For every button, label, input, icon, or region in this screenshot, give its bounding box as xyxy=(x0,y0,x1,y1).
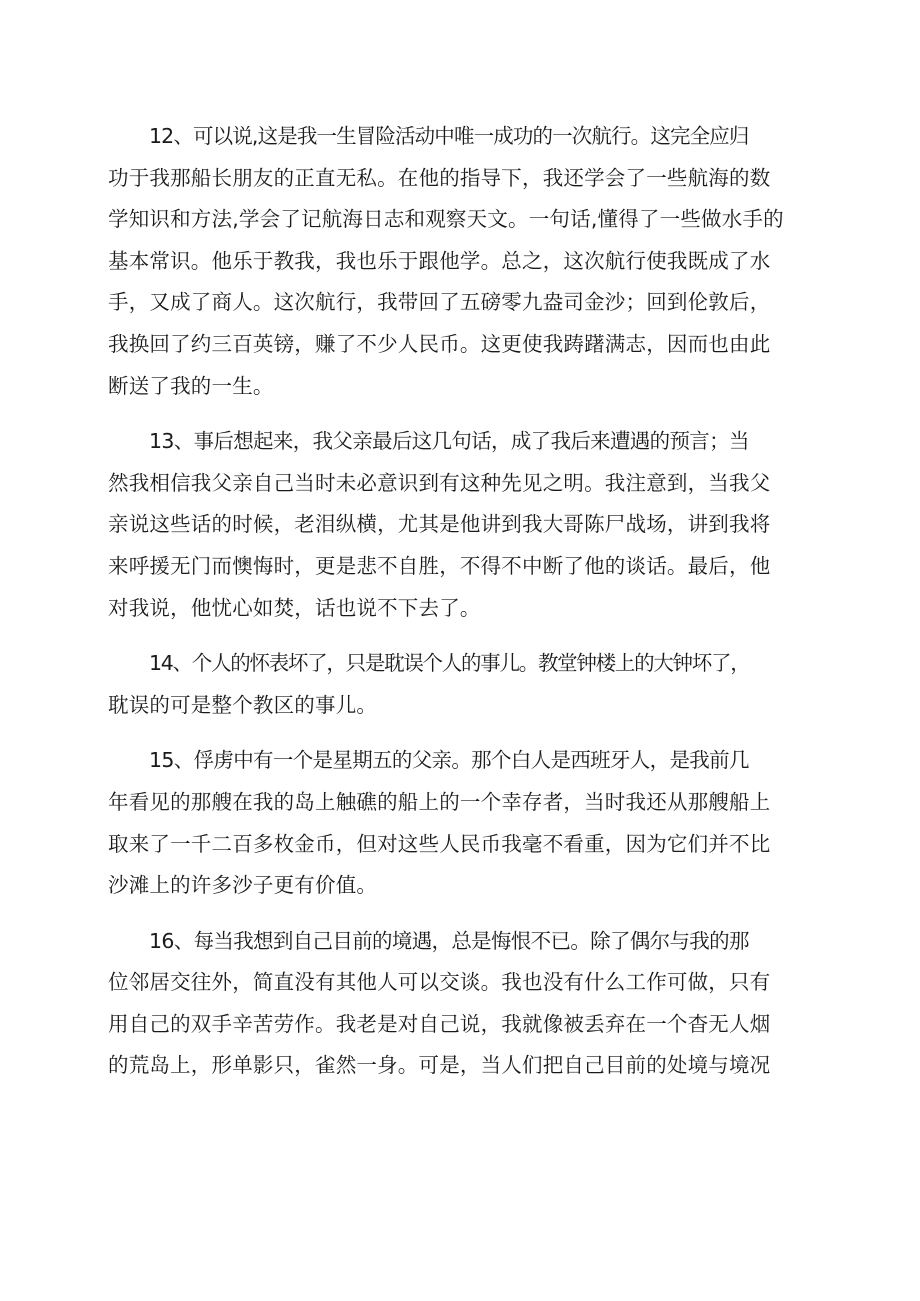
paragraph-14 xyxy=(108,643,788,726)
text-line: 沙滩上的许多沙子更有价值。 xyxy=(108,873,378,898)
paragraph-15 xyxy=(108,740,788,906)
text-line: 对我说，他忧心如焚，话也说不下去了。 xyxy=(108,595,481,620)
text-line: 位邻居交往外，简直没有其他人可以交谈。我也没有什么工作可做，只有 xyxy=(108,970,771,995)
text-line: 亲说这些话的时候，老泪纵横，尤其是他讲到我大哥陈尸战场，讲到我将 xyxy=(108,512,771,537)
text-line: 14、个人的怀表坏了，只是耽误个人的事儿。教堂钟楼上的大钟坏了， xyxy=(149,651,750,676)
text-line: 断送了我的一生。 xyxy=(108,373,274,398)
paragraph-12 xyxy=(108,116,788,407)
text-line: 功于我那船长朋友的正直无私。在他的指导下，我还学会了一些航海的数 xyxy=(108,165,771,190)
text-line: 来呼援无门而懊悔时，更是悲不自胜，不得不中断了他的谈话。最后，他 xyxy=(108,553,771,578)
text-line: 我换回了约三百英镑，赚了不少人民币。这更使我踌躇满志，因而也由此 xyxy=(108,331,771,356)
text-line: 耽误的可是整个教区的事儿。 xyxy=(108,692,378,717)
text-line: 15、俘虏中有一个是星期五的父亲。那个白人是西班牙人，是我前几 xyxy=(149,748,749,773)
text-line: 手，又成了商人。这次航行，我带回了五磅零九盎司金沙；回到伦敦后， xyxy=(108,290,771,315)
text-line: 然我相信我父亲自己当时未必意识到有这种先见之明。我注意到，当我父 xyxy=(108,470,771,495)
text-line: 用自己的双手辛苦劳作。我老是对自己说，我就像被丢弃在一个杳无人烟 xyxy=(108,1011,771,1036)
text-line: 13、事后想起来，我父亲最后这几句话，成了我后来遭遇的预言；当 xyxy=(149,429,749,454)
text-line: 取来了一千二百多枚金币，但对这些人民币我毫不看重，因为它们并不比 xyxy=(108,831,771,856)
text-line: 基本常识。他乐于教我，我也乐于跟他学。总之，这次航行使我既成了水 xyxy=(108,248,771,273)
text-line: 的荒岛上，形单影只，雀然一身。可是，当人们把自己目前的处境与境况 xyxy=(108,1053,771,1078)
paragraph-16 xyxy=(108,921,788,1087)
text-line: 16、每当我想到自己目前的境遇，总是悔恨不已。除了偶尔与我的那 xyxy=(149,928,749,953)
paragraph-13 xyxy=(108,421,788,629)
text-line: 学知识和方法,学会了记航海日志和观察天文。一句话,懂得了一些做水手的 xyxy=(108,207,784,232)
document-body xyxy=(108,116,788,1101)
text-line: 年看见的那艘在我的岛上触礁的船上的一个幸存者，当时我还从那艘船上 xyxy=(108,789,771,814)
text-line: 12、可以说,这是我一生冒险活动中唯一成功的一次航行。这完全应归 xyxy=(149,124,749,148)
